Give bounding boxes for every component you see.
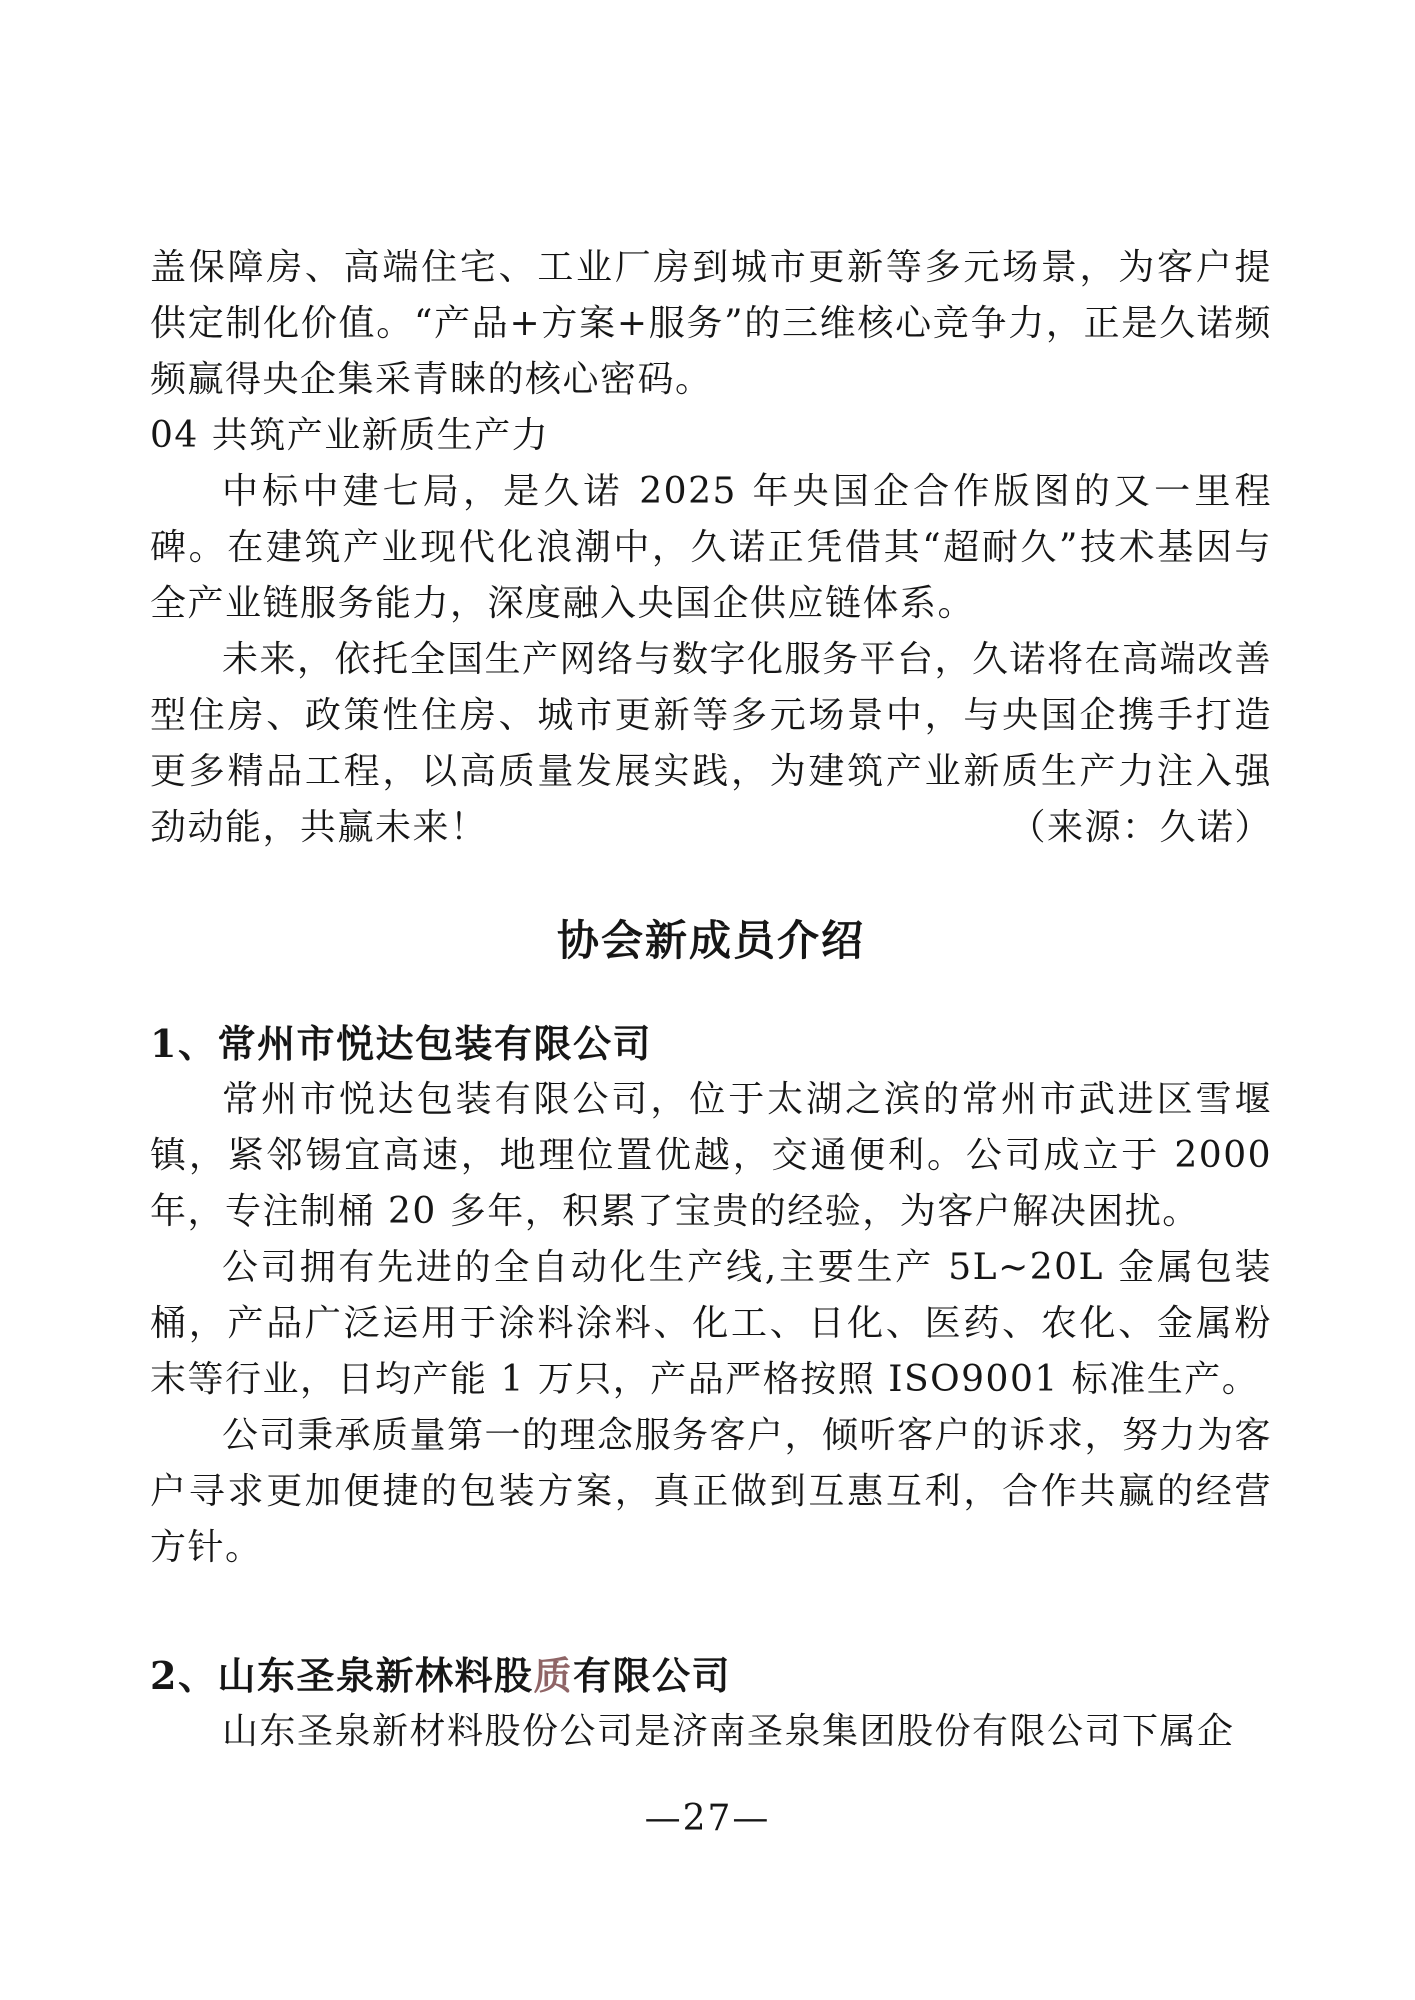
member-heading-2-highlight-char: 质 (533, 1653, 573, 1698)
member-1-paragraph: 公司拥有先进的全自动化生产线,主要生产 5L~20L 金属包装桶，产品广泛运用于涂料涂料、化工、日化、医药、农化、金属粉末等行业，日均产能 1 万只，产品严格按照 ISO9001 标准生产。 (150, 1247, 1272, 1400)
member-heading-2-prefix: 2、山东圣泉新林料股 (150, 1653, 534, 1698)
member-2-paragraph: 山东圣泉新材料股份公司是济南圣泉集团股份有限公司下属企 (222, 1711, 1235, 1752)
page-content (150, 240, 1272, 1760)
page-number: —27— (644, 1798, 771, 1839)
member-1-paragraph: 常州市悦达包装有限公司，位于太湖之滨的常州市武进区雪堰镇，紧邻锡宜高速，地理位置优越，交通便利。公司成立于 2000 年，专注制桶 20 多年，积累了宝贵的经验，为客户解决困扰。 (150, 1079, 1272, 1232)
member-heading-2 (150, 1648, 1272, 1704)
paragraph-article-future (150, 632, 1272, 856)
source-attribution: （来源：久诺） (1009, 807, 1272, 848)
section-title-new-members: 协会新成员介绍 (556, 916, 865, 965)
member-1-paragraph: 公司秉承质量第一的理念服务客户，倾听客户的诉求，努力为客户寻求更加便捷的包装方案，真正做到互惠互利，合作共赢的经营方针。 (150, 1415, 1273, 1568)
paragraph-article-milestone: 中标中建七局，是久诺 2025 年央国企合作版图的又一里程碑。在建筑产业现代化浪潮中，久诺正凭借其“超耐久”技术基因与全产业链服务能力，深度融入央国企供应链体系。 (150, 471, 1272, 624)
paragraph-text: 未来，依托全国生产网络与数字化服务平台，久诺将在高端改善型住房、政策性住房、城市更新等多元场景中，与央国企携手打造更多精品工程，以高质量发展实践，为建筑产业新质生产力注入强劲动能，共赢未来！ (150, 639, 1273, 848)
member-heading-1: 1、常州市悦达包装有限公司 (150, 1021, 652, 1066)
paragraph-article-continuation: 盖保障房、高端住宅、工业厂房到城市更新等多元场景，为客户提供定制化价值。“产品+方案+服务”的三维核心竞争力，正是久诺频频赢得央企集采青睐的核心密码。 (150, 247, 1272, 400)
member-heading-2-suffix: 有限公司 (572, 1653, 731, 1698)
paragraph-article-subheading: 04 共筑产业新质生产力 (150, 415, 550, 456)
